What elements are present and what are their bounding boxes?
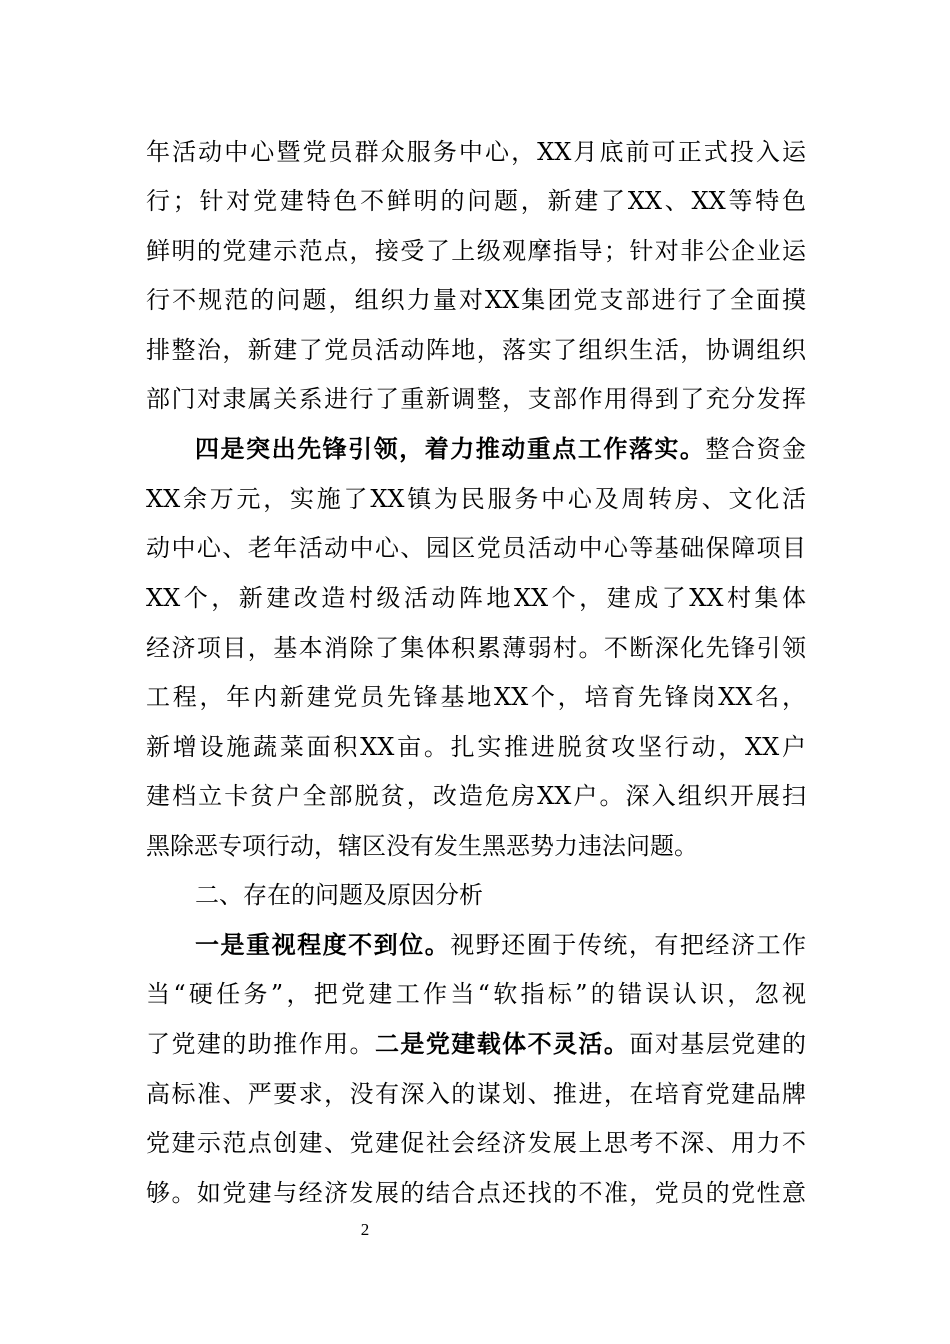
paragraph-line: 经济项目，基本消除了集体积累薄弱村。不断深化先锋引领 (146, 634, 806, 662)
paragraph-line: 工程，年内新建党员先锋基地XX个，培育先锋岗XX名， (146, 683, 806, 711)
paragraph-line: 高标准、严要求，没有深入的谋划、推进，在培育党建品牌 (146, 1080, 806, 1108)
paragraph-line: 党建示范点创建、党建促社会经济发展上思考不深、用力不 (146, 1129, 806, 1157)
paragraph-line: 鲜明的党建示范点，接受了上级观摩指导；针对非公企业运 (146, 237, 806, 265)
page-number: 2 (360, 1220, 370, 1239)
paragraph-line: 动中心、老年活动中心、园区党员活动中心等基础保障项目 (146, 534, 806, 562)
paragraph-line: 建档立卡贫户全部脱贫，改造危房XX户。深入组织开展扫 (146, 782, 806, 810)
paragraph-line: XX个，新建改造村级活动阵地XX个，建成了XX村集体 (146, 584, 806, 612)
bold-lead: 二是党建载体不灵活。 (374, 1029, 630, 1058)
paragraph-line: 年活动中心暨党员群众服务中心，XX月底前可正式投入运 (146, 138, 806, 166)
paragraph-line: 当“硬任务”，把党建工作当“软指标”的错误认识，忽视 (146, 980, 806, 1008)
paragraph-line: 行；针对党建特色不鲜明的问题，新建了XX、XX等特色 (146, 187, 806, 215)
paragraph-line: 排整治，新建了党员活动阵地，落实了组织生活，协调组织 (146, 336, 806, 364)
paragraph-line: 够。如党建与经济发展的结合点还找的不准，党员的党性意 (146, 1179, 806, 1207)
paragraph-line: XX余万元，实施了XX镇为民服务中心及周转房、文化活 (146, 485, 806, 513)
paragraph-line: 一是重视程度不到位。视野还囿于传统，有把经济工作 (195, 930, 806, 959)
bold-lead: 一是重视程度不到位。 (195, 930, 451, 959)
paragraph-line: 行不规范的问题，组织力量对XX集团党支部进行了全面摸 (146, 286, 806, 314)
paragraph-line: 新增设施蔬菜面积XX亩。扎实推进脱贫攻坚行动，XX户 (146, 733, 806, 761)
bold-lead: 四是突出先锋引领，着力推动重点工作落实。 (195, 434, 706, 463)
paragraph-line: 四是突出先锋引领，着力推动重点工作落实。整合资金 (195, 434, 806, 463)
paragraph-line: 了党建的助推作用。二是党建载体不灵活。面对基层党建的 (146, 1029, 806, 1058)
section-heading: 二、存在的问题及原因分析 (195, 881, 483, 909)
paragraph-line: 黑除恶专项行动，辖区没有发生黑恶势力违法问题。 (146, 832, 698, 860)
paragraph-line: 部门对隶属关系进行了重新调整，支部作用得到了充分发挥 (146, 385, 806, 413)
